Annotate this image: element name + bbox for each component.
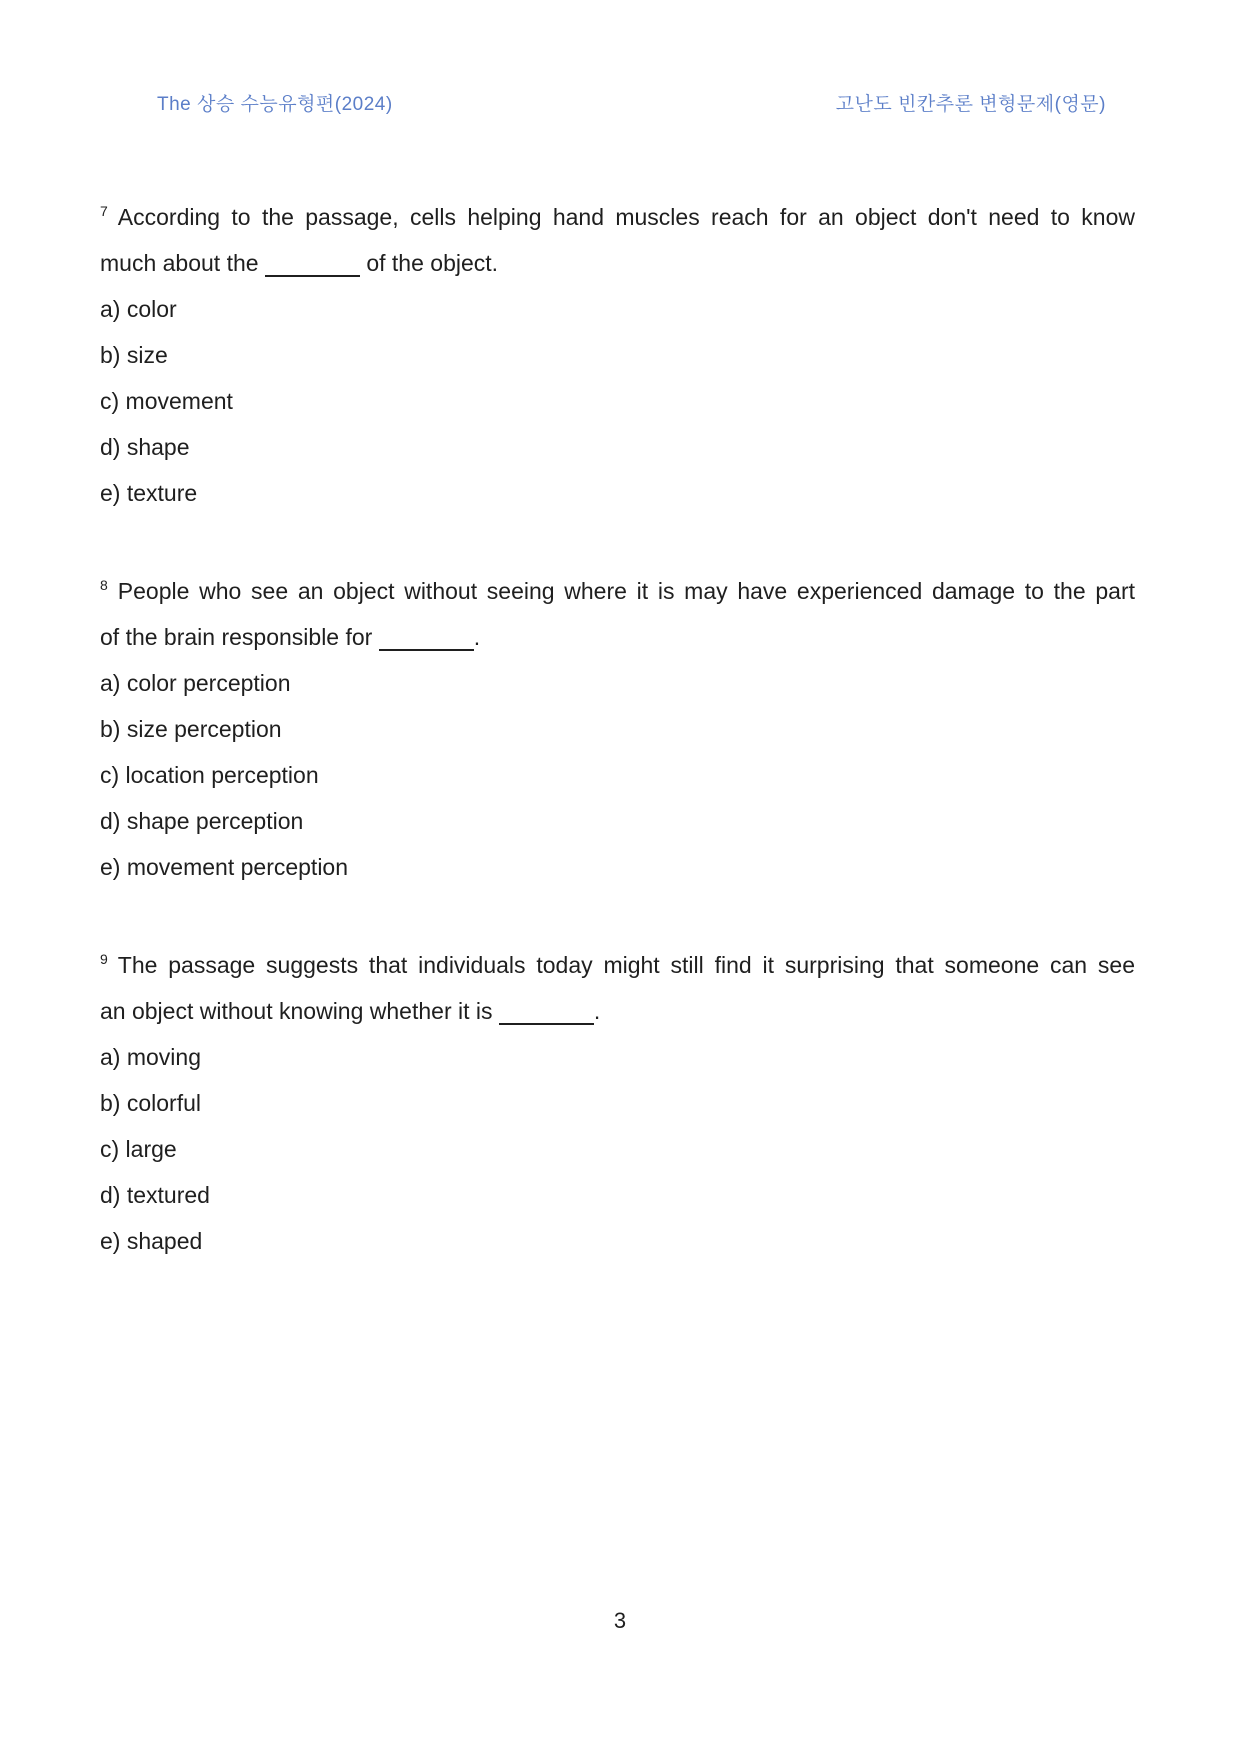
question-8-option-a: a) color perception <box>100 670 291 696</box>
question-7-option-e: e) texture <box>100 480 198 506</box>
question-9-option-d: d) textured <box>100 1182 210 1208</box>
question-9 <box>100 942 1135 1264</box>
question-9-stem-after-blank: . <box>593 998 601 1024</box>
question-8-stem-before-blank: of the brain responsible for <box>100 624 379 650</box>
question-7-stem-text: According to the passage, cells helping hand muscles reach for an object don't need to know <box>117 204 1135 230</box>
question-7-stem-line2 <box>100 240 1135 286</box>
question-9-option-e: e) shaped <box>100 1228 203 1254</box>
question-8-stem-line1 <box>100 568 1135 614</box>
header-right-title: 고난도 빈칸추론 변형문제(영문) <box>835 94 1106 115</box>
question-8-option-b: b) size perception <box>100 716 282 742</box>
question-8-option-d: d) shape perception <box>100 808 304 834</box>
question-9-options <box>100 1034 1135 1264</box>
question-8-options <box>100 660 1135 890</box>
question-8-option-c: c) location perception <box>100 762 319 788</box>
question-8-stem-after-blank: . <box>473 624 481 650</box>
question-7-options <box>100 286 1135 516</box>
question-7-option-d: d) shape <box>100 434 190 460</box>
header-left-title: The 상승 수능유형편(2024) <box>157 94 393 115</box>
question-9-stem-line2 <box>100 988 1135 1034</box>
question-8 <box>100 568 1135 890</box>
question-8-answer-blank <box>379 649 474 651</box>
question-9-stem-text: The passage suggests that individuals today might still find it surprising that someone can see <box>117 952 1135 978</box>
questions-area <box>100 194 1135 1264</box>
question-8-stem-text: People who see an object without seeing where it is may have experienced damage to the part <box>117 578 1135 604</box>
question-8-number: 8 <box>100 577 108 594</box>
question-7-number: 7 <box>100 203 108 220</box>
question-7-option-c: c) movement <box>100 388 233 414</box>
question-7-stem-after-blank: of the object. <box>359 250 499 276</box>
question-9-answer-blank <box>499 1023 594 1025</box>
question-9-option-c: c) large <box>100 1136 177 1162</box>
question-7-option-b: b) size <box>100 342 168 368</box>
question-9-stem-line1 <box>100 942 1135 988</box>
page-number: 3 <box>613 1608 627 1633</box>
page-header <box>157 93 1106 117</box>
question-7-answer-blank <box>265 275 360 277</box>
question-9-option-a: a) moving <box>100 1044 201 1070</box>
question-7 <box>100 194 1135 516</box>
question-8-option-e: e) movement perception <box>100 854 349 880</box>
question-9-number: 9 <box>100 951 108 968</box>
question-9-stem-before-blank: an object without knowing whether it is <box>100 998 499 1024</box>
question-8-stem-line2 <box>100 614 1135 660</box>
question-7-option-a: a) color <box>100 296 177 322</box>
question-7-stem-line1 <box>100 194 1135 240</box>
question-9-option-b: b) colorful <box>100 1090 201 1116</box>
question-7-stem-before-blank: much about the <box>100 250 265 276</box>
